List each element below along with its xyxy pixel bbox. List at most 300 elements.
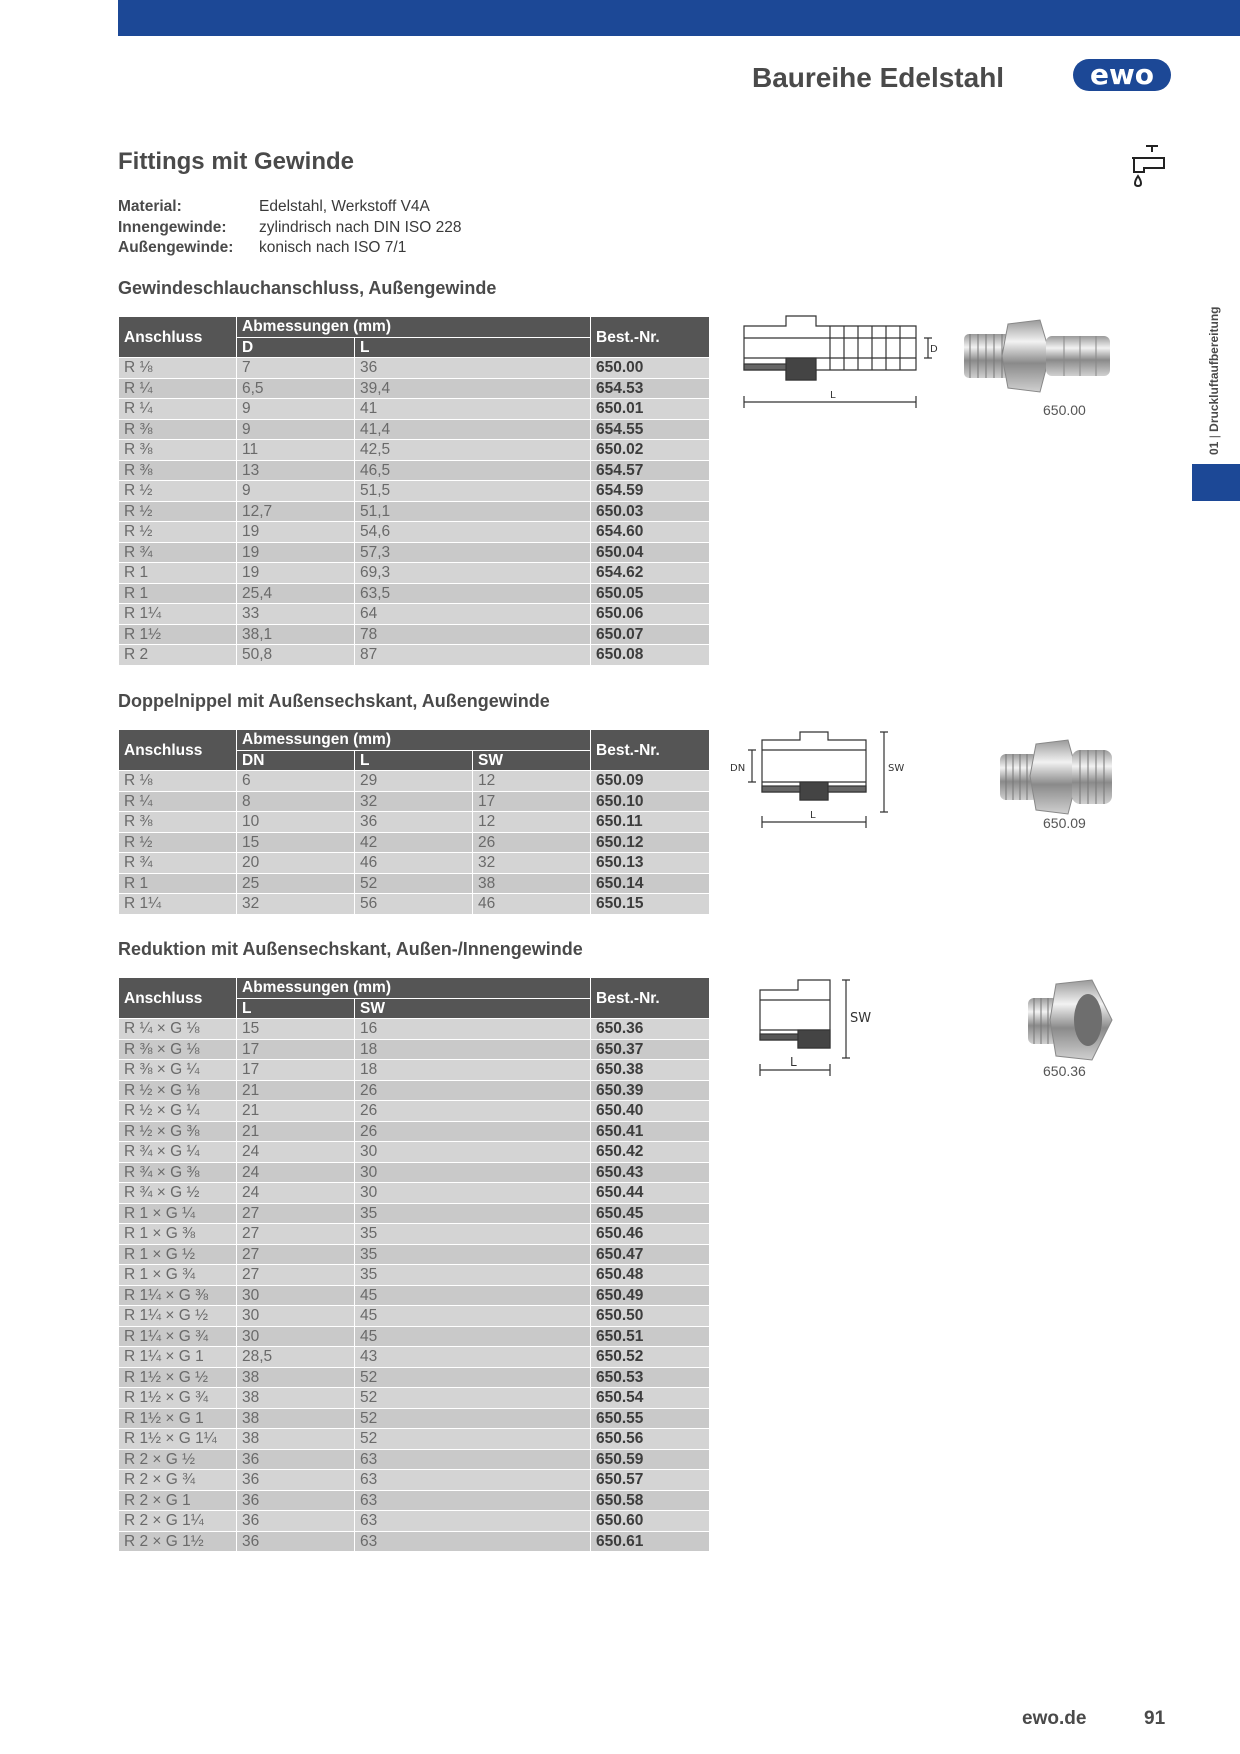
water-tap-icon [1124,140,1172,190]
table-row [119,1121,710,1142]
cell-best-nr: 650.13 [591,853,710,874]
cell-dimension: 36 [237,1511,355,1532]
cell-dimension: 87 [355,645,591,666]
cell-dimension: 45 [355,1326,591,1347]
cell-anschluss: R 1¼ × G ½ [119,1306,237,1327]
cell-dimension: 38 [237,1429,355,1450]
cell-dimension: 38 [473,873,591,894]
cell-dimension: 32 [355,791,473,812]
property-value: Edelstahl, Werkstoff V4A [259,198,430,215]
cell-anschluss: R 1 × G ¼ [119,1203,237,1224]
cell-anschluss: R ¾ [119,853,237,874]
cell-dimension: 26 [355,1121,591,1142]
property-label: Innengewinde: [118,218,227,236]
cell-dimension: 19 [237,542,355,563]
cell-best-nr: 650.40 [591,1101,710,1122]
cell-dimension: 7 [237,358,355,379]
cell-dimension: 10 [237,812,355,833]
cell-dimension: 21 [237,1121,355,1142]
cell-best-nr: 650.50 [591,1306,710,1327]
cell-dimension: 9 [237,419,355,440]
cell-dimension: 24 [237,1183,355,1204]
cell-best-nr: 650.51 [591,1326,710,1347]
cell-dimension: 30 [355,1162,591,1183]
logo-text: ewo [1089,58,1155,91]
cell-dimension: 19 [237,563,355,584]
side-category-name: Druckluftaufbereitung [1207,306,1221,432]
cell-best-nr: 650.37 [591,1039,710,1060]
cell-anschluss: R 1 × G ½ [119,1244,237,1265]
cell-dimension: 27 [237,1224,355,1245]
table-row [119,1285,710,1306]
cell-best-nr: 650.36 [591,1019,710,1040]
table-row [119,1183,710,1204]
cell-dimension: 24 [237,1162,355,1183]
cell-dimension: 52 [355,1388,591,1409]
cell-anschluss: R ¼ [119,399,237,420]
cell-dimension: 26 [355,1101,591,1122]
cell-dimension: 50,8 [237,645,355,666]
table-row [119,481,710,502]
cell-best-nr: 654.53 [591,378,710,399]
reduction-drawing [754,974,884,1084]
cell-dimension: 35 [355,1265,591,1286]
cell-best-nr: 650.59 [591,1449,710,1470]
table-body [119,771,710,915]
cell-dimension: 52 [355,873,473,894]
table-row [119,791,710,812]
col-header-best-nr: Best.-Nr. [591,978,710,1019]
table-row [119,645,710,666]
cell-dimension: 38 [237,1408,355,1429]
table-row [119,1490,710,1511]
reduction-photo [1026,978,1116,1062]
hose-connector-photo [960,314,1116,398]
table-row [119,1429,710,1450]
cell-anschluss: R ⅛ [119,358,237,379]
cell-best-nr: 650.00 [591,358,710,379]
cell-anschluss: R 2 × G 1¼ [119,1511,237,1532]
table-row [119,460,710,481]
table-row [119,358,710,379]
cell-best-nr: 650.47 [591,1244,710,1265]
cell-best-nr: 650.02 [591,440,710,461]
cell-best-nr: 654.57 [591,460,710,481]
cell-dimension: 18 [355,1039,591,1060]
col-header-abmessungen: Abmessungen (mm) [237,317,591,338]
cell-dimension: 13 [237,460,355,481]
table-row [119,1531,710,1552]
table-row [119,1101,710,1122]
drawing-label-sw: SW [888,763,905,774]
cell-best-nr: 650.54 [591,1388,710,1409]
cell-anschluss: R 1 [119,873,237,894]
cell-dimension: 38,1 [237,624,355,645]
cell-dimension: 27 [237,1244,355,1265]
cell-anschluss: R ⅜ × G ¼ [119,1060,237,1081]
cell-anschluss: R 1½ × G ¾ [119,1388,237,1409]
table-body [119,358,710,666]
top-brand-bar [118,0,1240,36]
table-row [119,1039,710,1060]
col-header-anschluss: Anschluss [119,978,237,1019]
cell-dimension: 33 [237,604,355,625]
cell-dimension: 18 [355,1060,591,1081]
cell-dimension: 29 [355,771,473,792]
cell-best-nr: 654.55 [591,419,710,440]
cell-anschluss: R ½ × G ⅜ [119,1121,237,1142]
cell-best-nr: 650.46 [591,1224,710,1245]
drawing-label-l: L [810,810,816,821]
col-header-d: D [237,337,355,358]
cell-dimension: 36 [355,358,591,379]
cell-anschluss: R ½ [119,522,237,543]
cell-best-nr: 650.60 [591,1511,710,1532]
table-row [119,1244,710,1265]
cell-dimension: 11 [237,440,355,461]
cell-dimension: 9 [237,399,355,420]
cell-dimension: 63 [355,1511,591,1532]
col-header-abmessungen: Abmessungen (mm) [237,730,591,751]
cell-anschluss: R ¼ × G ⅛ [119,1019,237,1040]
table-row [119,1203,710,1224]
cell-dimension: 28,5 [237,1347,355,1368]
table-row [119,1019,710,1040]
table-heading-hose-connector: Gewindeschlauchanschluss, Außengewinde [118,278,497,298]
cell-anschluss: R ½ [119,832,237,853]
cell-anschluss: R 2 [119,645,237,666]
cell-dimension: 46,5 [355,460,591,481]
cell-anschluss: R ¾ × G ½ [119,1183,237,1204]
table-row [119,1080,710,1101]
cell-dimension: 42 [355,832,473,853]
cell-dimension: 63 [355,1449,591,1470]
series-title: Baureihe Edelstahl [752,62,1005,93]
table-row [119,440,710,461]
table-row [119,522,710,543]
cell-dimension: 17 [237,1039,355,1060]
page-number: 91 [1144,1708,1166,1729]
cell-dimension: 52 [355,1429,591,1450]
double-nipple-table [118,729,710,915]
photo-caption: 650.00 [1043,402,1086,418]
cell-dimension: 39,4 [355,378,591,399]
table-row [119,1265,710,1286]
cell-dimension: 32 [237,894,355,915]
table-row [119,583,710,604]
cell-dimension: 21 [237,1101,355,1122]
table-row [119,1162,710,1183]
col-header-best-nr: Best.-Nr. [591,317,710,358]
cell-anschluss: R 2 × G ¾ [119,1470,237,1491]
cell-dimension: 17 [473,791,591,812]
table-row [119,419,710,440]
cell-dimension: 26 [473,832,591,853]
cell-dimension: 30 [355,1183,591,1204]
cell-anschluss: R ⅜ × G ⅛ [119,1039,237,1060]
cell-anschluss: R 1 [119,563,237,584]
drawing-label-d: D [930,344,938,355]
side-category-tab [1192,464,1240,501]
cell-best-nr: 650.56 [591,1429,710,1450]
table-row [119,1326,710,1347]
cell-dimension: 54,6 [355,522,591,543]
property-value: zylindrisch nach DIN ISO 228 [259,218,462,236]
cell-best-nr: 650.38 [591,1060,710,1081]
cell-anschluss: R ¼ [119,791,237,812]
drawing-label-sw: SW [850,1011,872,1026]
cell-best-nr: 650.43 [591,1162,710,1183]
cell-dimension: 63 [355,1490,591,1511]
table-row [119,378,710,399]
property-label: Außengewinde: [118,239,234,256]
cell-anschluss: R ¾ [119,542,237,563]
table-row [119,1470,710,1491]
footer-website: ewo.de [1022,1708,1087,1729]
cell-dimension: 8 [237,791,355,812]
table-row [119,812,710,833]
cell-best-nr: 650.15 [591,894,710,915]
section-title: Fittings mit Gewinde [118,148,355,175]
table-row [119,832,710,853]
cell-dimension: 36 [237,1531,355,1552]
side-category-number: 01 [1207,441,1221,455]
cell-dimension: 41 [355,399,591,420]
cell-dimension: 30 [237,1285,355,1306]
cell-anschluss: R 1¼ [119,894,237,915]
cell-anschluss: R ¾ × G ¼ [119,1142,237,1163]
photo-caption: 650.09 [1043,815,1086,831]
cell-dimension: 6,5 [237,378,355,399]
cell-best-nr: 650.39 [591,1080,710,1101]
cell-best-nr: 650.42 [591,1142,710,1163]
table-row [119,1388,710,1409]
cell-dimension: 52 [355,1367,591,1388]
cell-best-nr: 650.44 [591,1183,710,1204]
cell-anschluss: R 2 × G 1 [119,1490,237,1511]
cell-dimension: 42,5 [355,440,591,461]
cell-dimension: 57,3 [355,542,591,563]
cell-anschluss: R 1½ × G 1¼ [119,1429,237,1450]
cell-anschluss: R 1 × G ⅜ [119,1224,237,1245]
cell-best-nr: 650.45 [591,1203,710,1224]
table-row [119,1347,710,1368]
cell-best-nr: 650.48 [591,1265,710,1286]
cell-best-nr: 650.53 [591,1367,710,1388]
table-row [119,1060,710,1081]
cell-dimension: 12 [473,812,591,833]
cell-best-nr: 650.14 [591,873,710,894]
property-row [118,218,461,239]
hose-connector-drawing [740,312,940,416]
material-properties [118,197,461,259]
cell-dimension: 12,7 [237,501,355,522]
cell-anschluss: R ⅜ [119,440,237,461]
table-row [119,1449,710,1470]
cell-dimension: 20 [237,853,355,874]
table-row [119,501,710,522]
cell-best-nr: 650.11 [591,812,710,833]
cell-best-nr: 654.60 [591,522,710,543]
table-row [119,1408,710,1429]
cell-best-nr: 654.59 [591,481,710,502]
drawing-label-l: L [790,1055,797,1069]
cell-dimension: 52 [355,1408,591,1429]
table-row [119,542,710,563]
table-row [119,1306,710,1327]
reduction-table [118,977,710,1552]
cell-best-nr: 650.41 [591,1121,710,1142]
table-row [119,563,710,584]
cell-best-nr: 650.12 [591,832,710,853]
col-header-abmessungen: Abmessungen (mm) [237,978,591,999]
cell-best-nr: 650.07 [591,624,710,645]
col-header-best-nr: Best.-Nr. [591,730,710,771]
cell-dimension: 17 [237,1060,355,1081]
cell-anschluss: R ¾ × G ⅜ [119,1162,237,1183]
cell-dimension: 35 [355,1203,591,1224]
cell-dimension: 46 [473,894,591,915]
cell-anschluss: R ⅜ [119,812,237,833]
cell-dimension: 56 [355,894,473,915]
side-category-label: 01 | Druckluftaufbereitung [1207,306,1221,455]
cell-dimension: 35 [355,1224,591,1245]
table-body [119,1019,710,1552]
cell-dimension: 78 [355,624,591,645]
cell-best-nr: 650.57 [591,1470,710,1491]
cell-dimension: 36 [355,812,473,833]
col-header-l: L [237,998,355,1019]
table-row [119,894,710,915]
cell-dimension: 30 [237,1326,355,1347]
double-nipple-drawing [728,726,908,834]
cell-dimension: 27 [237,1203,355,1224]
cell-dimension: 9 [237,481,355,502]
cell-dimension: 36 [237,1490,355,1511]
cell-anschluss: R 1¼ × G ⅜ [119,1285,237,1306]
cell-best-nr: 650.10 [591,791,710,812]
cell-best-nr: 650.05 [591,583,710,604]
col-header-anschluss: Anschluss [119,730,237,771]
property-row [118,197,461,218]
cell-dimension: 38 [237,1367,355,1388]
photo-caption: 650.36 [1043,1063,1086,1079]
property-label: Material: [118,198,182,215]
table-row [119,1224,710,1245]
cell-best-nr: 650.01 [591,399,710,420]
hose-connector-table [118,316,710,666]
table-row [119,1511,710,1532]
cell-anschluss: R ⅛ [119,771,237,792]
cell-dimension: 51,1 [355,501,591,522]
cell-dimension: 63 [355,1470,591,1491]
cell-dimension: 45 [355,1285,591,1306]
cell-anschluss: R 2 × G 1½ [119,1531,237,1552]
col-header-sw: SW [355,998,591,1019]
cell-best-nr: 650.61 [591,1531,710,1552]
cell-anschluss: R 1¼ × G ¾ [119,1326,237,1347]
cell-dimension: 36 [237,1449,355,1470]
drawing-label-l: L [830,390,836,401]
cell-anschluss: R 1½ [119,624,237,645]
cell-dimension: 30 [237,1306,355,1327]
cell-anschluss: R 1¼ × G 1 [119,1347,237,1368]
cell-anschluss: R 2 × G ½ [119,1449,237,1470]
cell-anschluss: R 1 × G ¾ [119,1265,237,1286]
table-row [119,771,710,792]
double-nipple-photo [998,736,1116,818]
table-row [119,604,710,625]
cell-anschluss: R ½ [119,481,237,502]
cell-dimension: 30 [355,1142,591,1163]
cell-dimension: 15 [237,832,355,853]
cell-dimension: 41,4 [355,419,591,440]
cell-best-nr: 650.03 [591,501,710,522]
cell-dimension: 19 [237,522,355,543]
property-value: konisch nach ISO 7/1 [259,239,407,256]
cell-dimension: 24 [237,1142,355,1163]
table-row [119,624,710,645]
cell-anschluss: R 1½ × G 1 [119,1408,237,1429]
cell-dimension: 27 [237,1265,355,1286]
table-heading-double-nipple: Doppelnippel mit Außensechskant, Außengewinde [118,691,550,711]
cell-dimension: 6 [237,771,355,792]
table-row [119,853,710,874]
cell-dimension: 51,5 [355,481,591,502]
col-header-l: L [355,750,473,771]
cell-dimension: 16 [355,1019,591,1040]
cell-anschluss: R 1¼ [119,604,237,625]
table-row [119,399,710,420]
cell-dimension: 64 [355,604,591,625]
cell-dimension: 69,3 [355,563,591,584]
cell-dimension: 25 [237,873,355,894]
cell-dimension: 32 [473,853,591,874]
cell-best-nr: 650.08 [591,645,710,666]
cell-dimension: 36 [237,1470,355,1491]
cell-anschluss: R ½ × G ¼ [119,1101,237,1122]
table-row [119,873,710,894]
cell-best-nr: 650.55 [591,1408,710,1429]
cell-anschluss: R ⅜ [119,419,237,440]
col-header-dn: DN [237,750,355,771]
cell-dimension: 63 [355,1531,591,1552]
cell-dimension: 21 [237,1080,355,1101]
cell-best-nr: 650.04 [591,542,710,563]
cell-dimension: 45 [355,1306,591,1327]
col-header-sw: SW [473,750,591,771]
cell-dimension: 26 [355,1080,591,1101]
cell-best-nr: 650.09 [591,771,710,792]
ewo-logo [1073,58,1171,92]
cell-best-nr: 654.62 [591,563,710,584]
cell-anschluss: R ½ [119,501,237,522]
cell-best-nr: 650.52 [591,1347,710,1368]
cell-dimension: 12 [473,771,591,792]
cell-dimension: 15 [237,1019,355,1040]
property-row [118,238,461,259]
cell-dimension: 43 [355,1347,591,1368]
table-row [119,1142,710,1163]
cell-dimension: 25,4 [237,583,355,604]
cell-anschluss: R ½ × G ⅛ [119,1080,237,1101]
cell-anschluss: R ⅜ [119,460,237,481]
cell-best-nr: 650.58 [591,1490,710,1511]
cell-anschluss: R ¼ [119,378,237,399]
cell-dimension: 46 [355,853,473,874]
drawing-label-dn: DN [730,763,746,774]
cell-anschluss: R 1½ × G ½ [119,1367,237,1388]
